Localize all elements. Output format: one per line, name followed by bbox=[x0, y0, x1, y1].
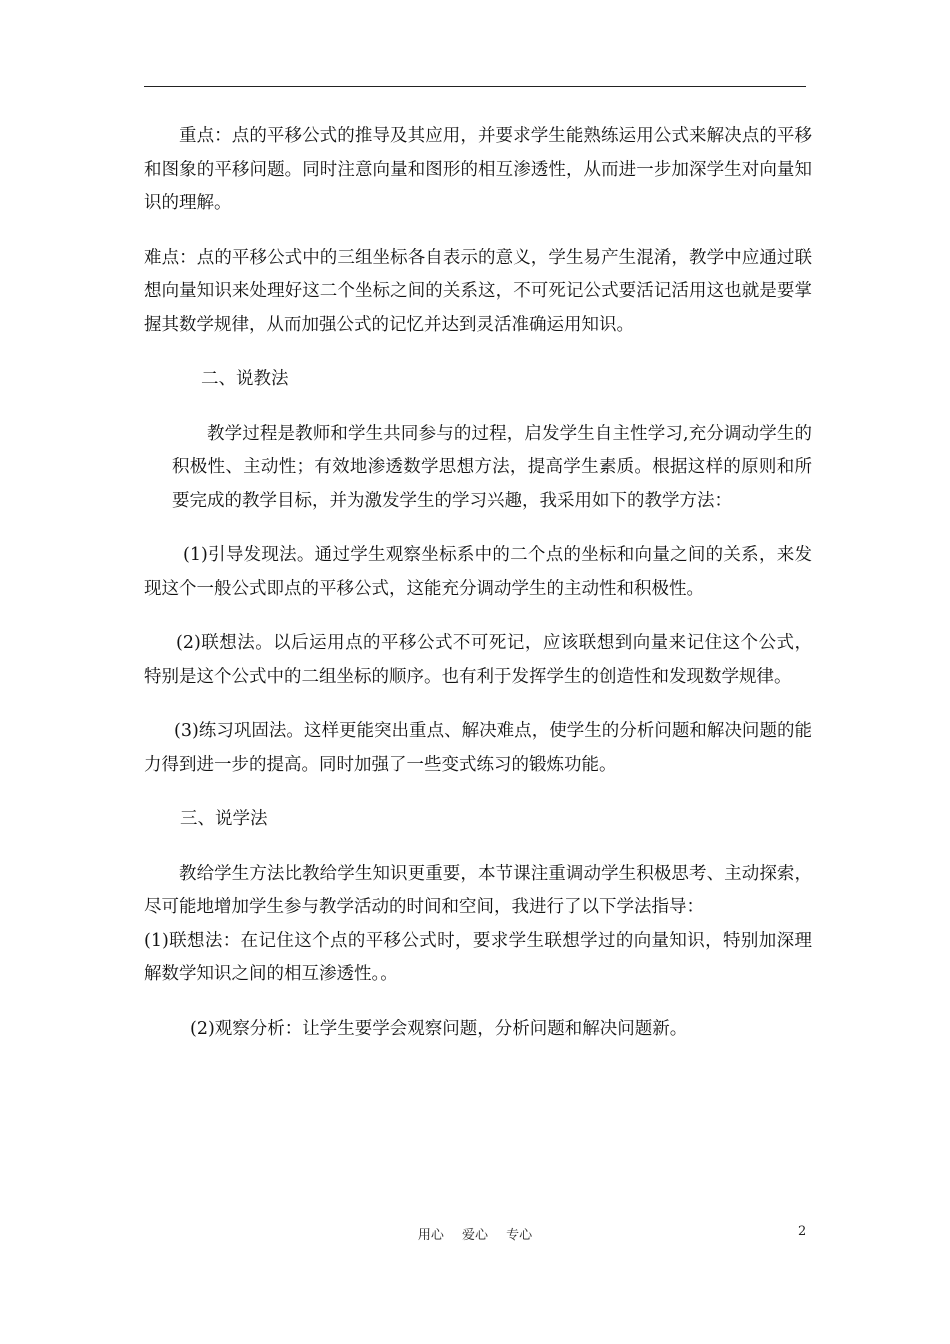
study-method-1-paragraph: (1)联想法：在记住这个点的平移公式时，要求学生联想学过的向量知识，特别加深理解数学知识之间的相互渗透性。。 bbox=[144, 930, 812, 984]
difficulty-paragraph: 难点：点的平移公式中的三组坐标各自表示的意义，学生易产生混淆，教学中应通过联想向量知识来处理好这二个坐标之间的关系这，不可死记公式要活记活用这也就是要掌握其数学规律，从而加强公式的记忆并达到灵活准确运用知识。 bbox=[144, 247, 812, 335]
method-1-paragraph: (1)引导发现法。通过学生观察坐标系中的二个点的坐标和向量之间的关系，来发现这个一般公式即点的平移公式，这能充分调动学生的主动性和积极性。 bbox=[144, 545, 812, 599]
page-number: 2 bbox=[798, 1224, 807, 1239]
document-body bbox=[144, 120, 812, 1046]
method-2-paragraph: (2)联想法。以后运用点的平移公式不可死记，应该联想到向量来记住这个公式，特别是这个公式中的二组坐标的顺序。也有利于发挥学生的创造性和发现数学规律。 bbox=[144, 633, 812, 687]
section-3-heading: 三、说学法 bbox=[180, 809, 268, 829]
header-rule bbox=[144, 86, 806, 87]
footer-motto: 用心 爱心 专心 bbox=[417, 1228, 533, 1243]
section-2-heading: 二、说教法 bbox=[201, 369, 289, 389]
key-point-paragraph: 重点：点的平移公式的推导及其应用，并要求学生能熟练运用公式来解决点的平移和图象的平移问题。同时注意向量和图形的相互渗透性，从而进一步加深学生对向量知识的理解。 bbox=[144, 126, 812, 213]
section-2-intro-paragraph: 教学过程是教师和学生共同参与的过程，启发学生自主性学习,充分调动学生的积极性、主动性；有效地渗透数学思想方法，提高学生素质。根据这样的原则和所要完成的教学目标，并为激发学生的学习兴趣，我采用如下的教学方法： bbox=[172, 423, 812, 511]
method-3-paragraph: (3)练习巩固法。这样更能突出重点、解决难点，使学生的分析问题和解决问题的能力得到进一步的提高。同时加强了一些变式练习的锻炼功能。 bbox=[144, 721, 812, 775]
section-3-intro-paragraph: 教给学生方法比教给学生知识更重要，本节课注重调动学生积极思考、主动探索，尽可能地增加学生参与教学活动的时间和空间，我进行了以下学法指导： bbox=[144, 863, 812, 917]
study-method-2-paragraph: (2)观察分析：让学生要学会观察问题，分析问题和解决问题新。 bbox=[190, 1018, 688, 1039]
